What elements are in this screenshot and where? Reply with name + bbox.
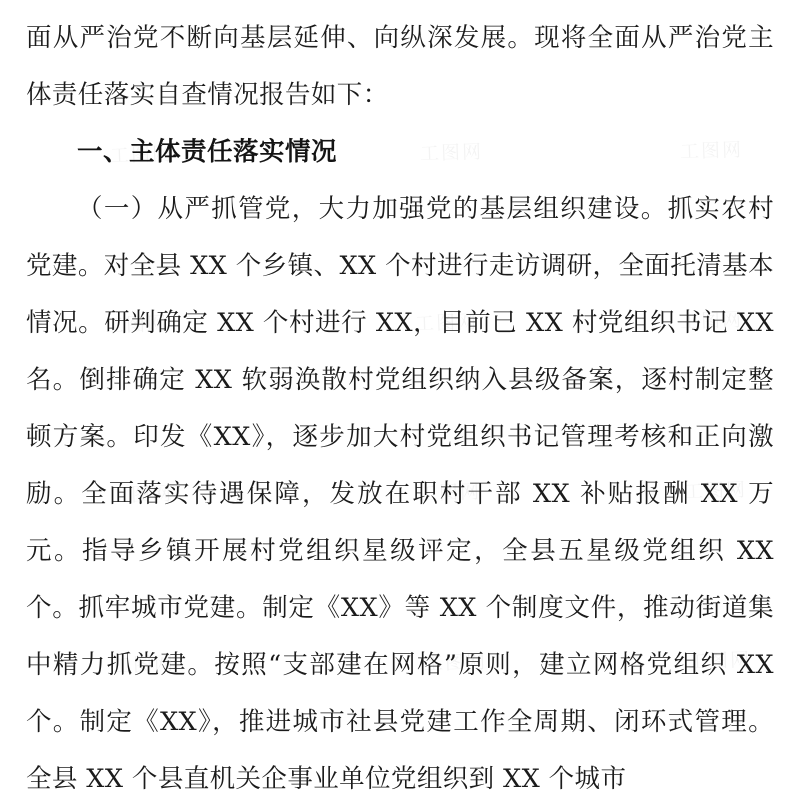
- document-body: [26, 10, 774, 800]
- section-heading: 一、主体责任落实情况: [77, 137, 338, 167]
- paragraph: （一）从严抓管党，大力加强党的基层组织建设。抓实农村党建。对全县 XX 个乡镇、XX 个村进行走访调研，全面托清基本情况。研判确定 XX 个村进行 XX，目前已 XX 村党组织书记 XX 名。倒排确定 XX 软弱涣散村党组织纳入县级备案，逐村制定整顿方案。印发《XX》，逐步加大村党组织书记管理考核和正向激励。全面落实待遇保障，发放在职村干部 XX 补贴报酬 XX 万元。指导乡镇开展村党组织星级评定，全县五星级党组织 XX 个。抓牢城市党建。制定《XX》等 XX 个制度文件，推动街道集中精力抓党建。按照“支部建在网格”原则，建立网格党组织 XX 个。制定《XX》，推进城市社县党建工作全周期、闭环式管理。全县 XX 个县直机关企事业单位党组织到 XX 个城市: [26, 194, 774, 794]
- paragraph-continued: 面从严治党不断向基层延伸、向纵深发展。现将全面从严治党主体责任落实自查情况报告如下：: [26, 23, 774, 110]
